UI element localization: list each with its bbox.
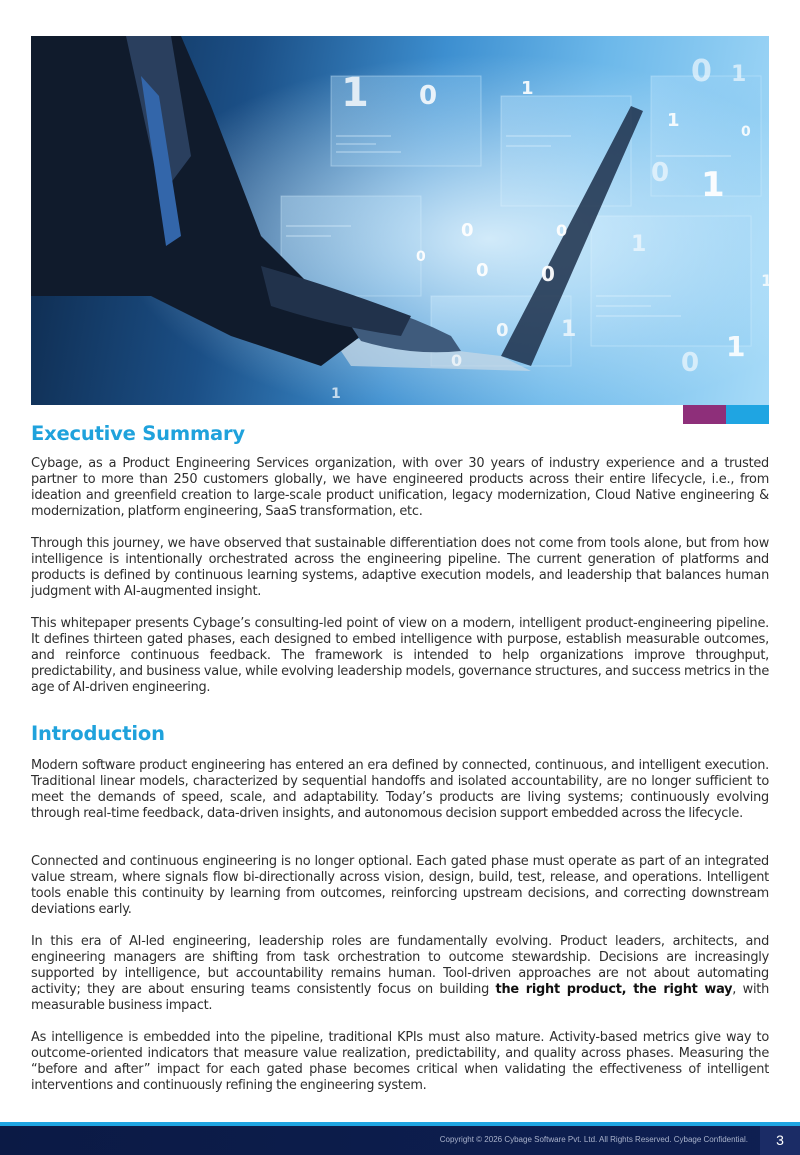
svg-text:1: 1 (667, 110, 680, 131)
page-number: 3 (760, 1126, 800, 1155)
exec-summary-paragraph-3: This whitepaper presents Cybage’s consulting-led point of view on a modern, intelligent product-engineering pipeline. It defines thirteen gated phases, each designed to embed intelligence with purpose, establish measurable outcomes, and reinforce continuous feedback. The framework is intended to help organizations improve throughput, predictability, and business value, while evolving leadership models, governance structures, and success metrics in the age of AI-driven engineering. (31, 616, 769, 695)
svg-text:0: 0 (416, 249, 426, 265)
exec-summary-paragraph-1: Cybage, as a Product Engineering Services organization, with over 30 years of industry experience and a trusted partner to more than 250 customers globally, we have engineered products across their entire lifecycle, i.e., from ideation and greenfield creation to large-scale product unification, legacy modernization, Cloud Native engineering & modernization, platform engineering, SaaS transformation, etc. (31, 456, 769, 519)
svg-text:0: 0 (681, 348, 700, 378)
intro-paragraph-3-tail: , with measurable business impact. (31, 982, 769, 1013)
svg-text:0: 0 (651, 158, 670, 188)
hero-image (31, 36, 773, 405)
svg-text:0: 0 (461, 220, 474, 241)
svg-text:0: 0 (476, 260, 489, 281)
section-heading-introduction: Introduction (31, 722, 165, 745)
intro-paragraph-3 (31, 934, 769, 1014)
intro-paragraph-2: Connected and continuous engineering is no longer optional. Each gated phase must operate as part of an integrated value stream, where signals flow bi-directionally across vision, design, build, test, release, and operations. Intelligent tools enable this continuity by learning from outcomes, reinforcing upstream decisions, and correcting downstream deviations early. (31, 854, 769, 917)
intro-paragraph-1: Modern software product engineering has entered an era defined by connected, continuous, and intelligent execution. Traditional linear models, characterized by sequential handoffs and isolated accountability, are no longer sufficient to meet the demands of speed, scale, and adaptability. Today’s products are living systems; continuously evolving through real-time feedback, data-driven insights, and autonomous decision support embedded across the lifecycle. (31, 758, 769, 821)
svg-text:1: 1 (521, 78, 534, 99)
page-footer (0, 1126, 800, 1155)
intro-paragraph-3-text: In this era of AI-led engineering, leadership roles are fundamentally evolving. Product leaders, architects, and engineering managers are shifting from task orchestration to outcome stewardship. Decisions are increasingly supported by intelligence, but accountability remains human. Tool-driven approaches are not about automating activity; they are about ensuring teams consistently focus on building (31, 934, 769, 997)
accent-bar-blue (726, 405, 769, 424)
intro-paragraph-4: As intelligence is embedded into the pipeline, traditional KPIs must also mature. Activity-based metrics give way to outcome-oriented indicators that measure value realization, predictability, and quality across phases. Measuring the “before and after” impact for each gated phase becomes critical when validating the effectiveness of intelligent interventions and continuously refining the engineering system. (31, 1030, 769, 1093)
svg-text:1: 1 (731, 62, 747, 87)
svg-text:0: 0 (451, 351, 463, 370)
intro-paragraph-3-emphasis: the right product, the right way (495, 982, 733, 997)
svg-text:0: 0 (741, 124, 751, 140)
accent-bar-purple (683, 405, 726, 424)
copyright-text: Copyright © 2026 Cybage Software Pvt. Ltd. All Rights Reserved. Cybage Confidential. (439, 1135, 748, 1144)
exec-summary-paragraph-2: Through this journey, we have observed that sustainable differentiation does not come from tools alone, but from how intelligence is intentionally orchestrated across the engineering pipeline. The current generation of platforms and products is defined by continuous learning systems, adaptive execution models, and leadership that balances human judgment with AI-augmented insight. (31, 536, 769, 599)
svg-text:1: 1 (701, 165, 725, 205)
svg-text:0: 0 (419, 81, 438, 111)
section-heading-executive-summary: Executive Summary (31, 422, 245, 445)
svg-text:0: 0 (691, 54, 712, 89)
svg-text:0: 0 (541, 262, 555, 286)
svg-text:1: 1 (561, 317, 577, 342)
svg-text:1: 1 (726, 330, 746, 363)
svg-text:1: 1 (341, 70, 369, 116)
svg-text:0: 0 (556, 221, 568, 240)
svg-text:1: 1 (331, 386, 341, 402)
svg-text:0: 0 (496, 320, 509, 341)
svg-text:1: 1 (631, 232, 647, 257)
svg-text:1: 1 (761, 271, 773, 290)
hero-illustration (31, 36, 773, 405)
